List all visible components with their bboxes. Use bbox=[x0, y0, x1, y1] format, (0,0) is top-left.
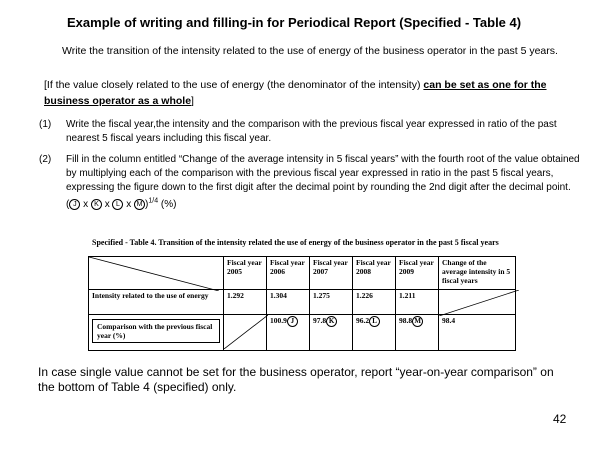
header-cell: Fiscal year 2006 bbox=[267, 257, 310, 290]
table-row bbox=[89, 290, 516, 315]
cell-value: 97.8 bbox=[313, 316, 327, 326]
circled-letter: M bbox=[412, 316, 423, 327]
note-suffix: ] bbox=[191, 95, 194, 107]
diagonal-line bbox=[439, 290, 519, 316]
page-number: 42 bbox=[553, 412, 567, 426]
diagonal-line bbox=[89, 257, 219, 291]
header-cell: Fiscal year 2007 bbox=[310, 257, 353, 290]
table-cell: 1.304 bbox=[267, 290, 310, 315]
page-title: Example of writing and filling-in for Periodical Report (Specified - Table 4) bbox=[67, 15, 522, 30]
formula: ( J x K x L x M )$^{1/4}$ (%) bbox=[66, 198, 177, 211]
circled-letter: K bbox=[326, 316, 337, 327]
diagonal-line bbox=[224, 315, 268, 349]
circled-letter: J bbox=[69, 199, 80, 210]
item-number: (1) bbox=[39, 119, 52, 130]
circled-letter: L bbox=[369, 316, 380, 327]
footer-note: In case single value cannot be set for the business operator, report “year-on-year comparison” on the bottom of Table 4 (specified) only. bbox=[38, 365, 554, 394]
header-blank-cell bbox=[89, 257, 224, 290]
table-cell: 1.211 bbox=[396, 290, 439, 315]
note-prefix: [If the value closely related to the use of energy (the denominator of the intensity) bbox=[44, 79, 424, 91]
item-text-body: Fill in the column entitled “Change of the average intensity in 5 fiscal years” with the fourth root of the value obtained by multiplying each of the comparison with the previous fiscal year expressed in ratio in the past 5 fiscal years, expressing the figure down to the first digit after the decimal point by rounding the 2nd digit after the decimal point. bbox=[66, 154, 580, 193]
table-cell bbox=[353, 315, 396, 351]
note-underlined: can be set as one for the business operator as a whole bbox=[44, 79, 547, 107]
header-cell: Change of the average intensity in 5 fiscal years bbox=[439, 257, 516, 290]
item-number: (2) bbox=[39, 154, 52, 165]
table-cell-slashed bbox=[439, 290, 516, 315]
item-text: Write the fiscal year,the intensity and the comparison with the previous fiscal year expressed in ratio of the past nearest 5 fiscal years including this fiscal year. bbox=[66, 119, 557, 144]
circled-letter: L bbox=[112, 199, 123, 210]
table-cell: 1.292 bbox=[224, 290, 267, 315]
table-header-row bbox=[89, 257, 516, 290]
cell-value: 96.2 bbox=[356, 316, 370, 326]
cell-value: 100.9 bbox=[270, 316, 287, 326]
header-cell: Fiscal year 2008 bbox=[353, 257, 396, 290]
row-label: Comparison with the previous fiscal year (%) bbox=[92, 319, 220, 343]
condition-note bbox=[44, 77, 584, 109]
intro-text: Write the transition of the intensity related to the use of energy of the business operator in the past 5 years. bbox=[62, 45, 558, 57]
table-cell bbox=[310, 315, 353, 351]
item-text bbox=[66, 153, 586, 212]
formula-op: x bbox=[126, 199, 132, 211]
formula-op: x bbox=[104, 199, 110, 211]
instruction-item-2 bbox=[39, 153, 599, 233]
table-cell: 1.226 bbox=[353, 290, 396, 315]
instruction-item-1 bbox=[39, 118, 599, 148]
row-label: Intensity related to the use of energy bbox=[89, 290, 224, 315]
table-cell: 1.275 bbox=[310, 290, 353, 315]
table-cell-slashed bbox=[224, 315, 267, 351]
table-caption: Specified - Table 4. Transition of the intensity related the use of energy of the business operator in the past 5 fiscal years bbox=[92, 238, 499, 247]
circled-letter: M bbox=[134, 199, 145, 210]
formula-unit: (%) bbox=[160, 199, 177, 211]
cell-value: 98.8 bbox=[399, 316, 413, 326]
header-cell: Fiscal year 2005 bbox=[224, 257, 267, 290]
circled-letter: J bbox=[287, 316, 298, 327]
row-label-cell bbox=[89, 315, 224, 351]
table-row bbox=[89, 315, 516, 351]
table-cell bbox=[396, 315, 439, 351]
table-cell: 98.4 bbox=[439, 315, 516, 351]
formula-op: x bbox=[83, 199, 89, 211]
table-cell bbox=[267, 315, 310, 351]
circled-letter: K bbox=[91, 199, 102, 210]
intensity-table bbox=[88, 256, 548, 351]
formula-exponent: 1/4 bbox=[148, 198, 159, 205]
header-cell: Fiscal year 2009 bbox=[396, 257, 439, 290]
